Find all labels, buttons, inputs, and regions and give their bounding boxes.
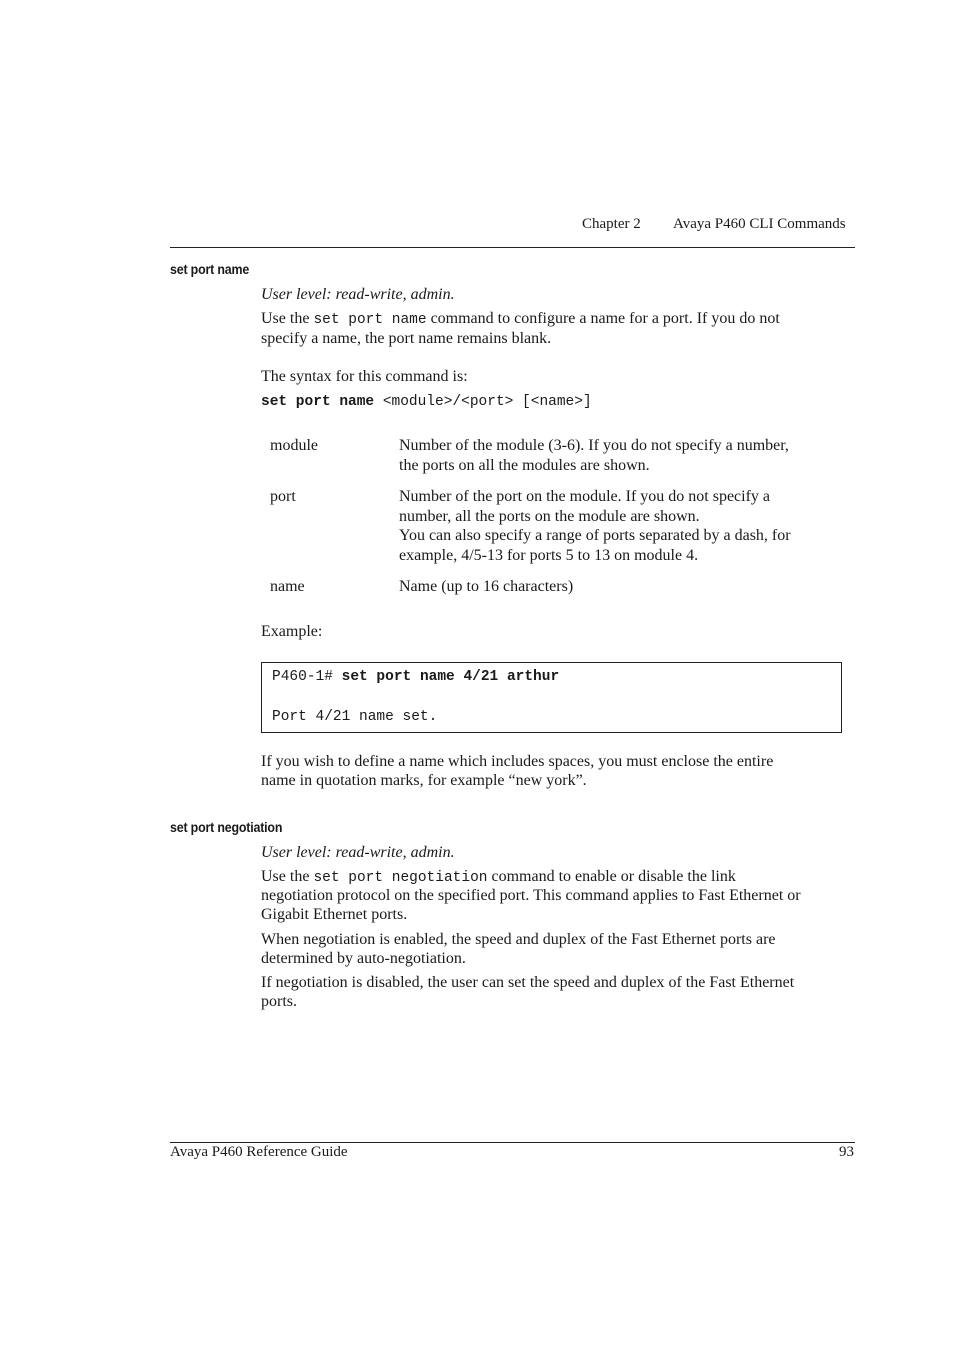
param-name: port xyxy=(270,488,296,505)
page-number: 93 xyxy=(839,1144,854,1160)
chapter-label: Chapter 2 xyxy=(582,216,641,232)
chapter-title: Avaya P460 CLI Commands xyxy=(673,216,846,232)
negotiation-disabled-line2: ports. xyxy=(261,993,297,1010)
note-line2: name in quotation marks, for example “new york”. xyxy=(261,772,587,789)
param-row-name xyxy=(270,577,855,597)
inline-command: set port name xyxy=(313,312,427,328)
code-command-line xyxy=(272,669,559,685)
param-description: Name (up to 16 characters) xyxy=(399,578,574,595)
negotiation-disabled-line1: If negotiation is disabled, the user can set the speed and duplex of the Fast Ethernet xyxy=(261,974,795,991)
inline-command: set port negotiation xyxy=(313,870,488,886)
example-label: Example: xyxy=(261,623,323,640)
section-title-set-port-negotiation: set port negotiation xyxy=(170,820,283,835)
syntax-intro: The syntax for this command is: xyxy=(261,368,468,385)
header-rule xyxy=(170,247,855,248)
negotiation-usage-line1: Use the set port negotiation command to enable or disable the link xyxy=(261,868,736,886)
usage-paragraph-line2: specify a name, the port name remains blank. xyxy=(261,330,552,347)
syntax-command: set port name xyxy=(261,394,375,410)
negotiation-usage-line3: Gigabit Ethernet ports. xyxy=(261,906,408,923)
negotiation-enabled-line1: When negotiation is enabled, the speed and duplex of the Fast Ethernet ports are xyxy=(261,931,776,948)
param-name: module xyxy=(270,437,318,454)
code-example-box xyxy=(261,662,842,733)
syntax-line xyxy=(261,392,592,410)
footer-guide-title: Avaya P460 Reference Guide xyxy=(170,1144,348,1160)
negotiation-usage-line2: negotiation protocol on the specified port. This command applies to Fast Ethernet or xyxy=(261,887,801,904)
footer-rule xyxy=(170,1142,855,1143)
param-description: Number of the port on the module. If you do not specify a number, all the ports on the module are shown. You can also specify a range of ports separated by a dash, for example, 4/5-13 for ports 5 to 13 on module 4. xyxy=(399,488,791,564)
usage-paragraph-line1: Use the set port name command to configure a name for a port. If you do not xyxy=(261,310,780,328)
user-level-text: User level: read-write, admin. xyxy=(261,844,455,861)
param-description: Number of the module (3-6). If you do not specify a number, the ports on all the modules are shown. xyxy=(399,437,789,474)
code-output: Port 4/21 name set. xyxy=(272,709,438,725)
syntax-args: <module>/<port> [<name>] xyxy=(374,394,592,410)
note-line1: If you wish to define a name which includes spaces, you must enclose the entire xyxy=(261,753,774,770)
param-row-port xyxy=(270,487,855,565)
param-row-module xyxy=(270,436,855,475)
section-title-set-port-name: set port name xyxy=(170,262,250,277)
code-prompt: P460-1# xyxy=(272,669,342,685)
param-name: name xyxy=(270,578,305,595)
user-level-text: User level: read-write, admin. xyxy=(261,286,455,303)
code-command: set port name 4/21 arthur xyxy=(341,669,560,685)
negotiation-enabled-line2: determined by auto-negotiation. xyxy=(261,950,466,967)
